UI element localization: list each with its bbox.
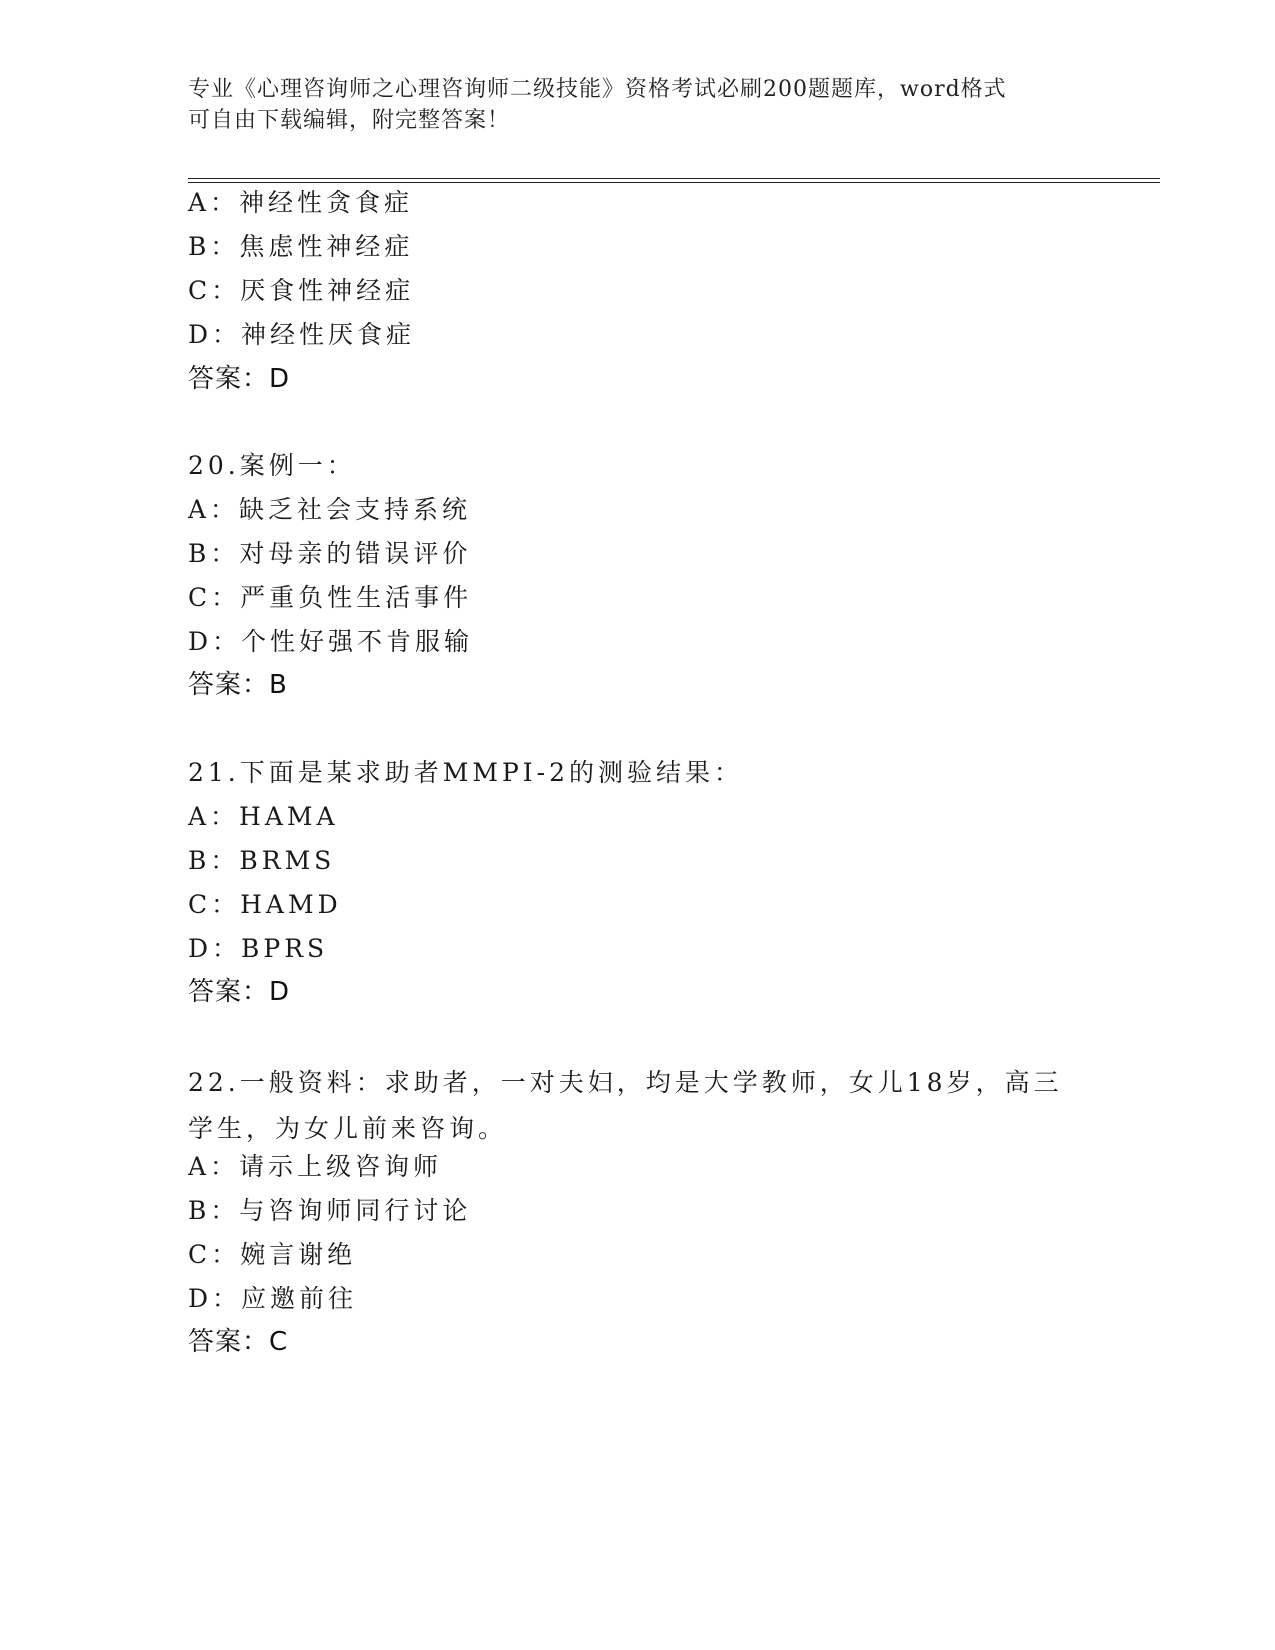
q21-option-c: C：HAMD <box>188 890 342 919</box>
q20-option-b: B：对母亲的错误评价 <box>188 539 472 568</box>
q22-option-c: C：婉言谢绝 <box>188 1240 357 1269</box>
q22-option-a: A：请示上级咨询师 <box>188 1152 443 1181</box>
document-header <box>188 74 1088 136</box>
q20-option-c: C：严重负性生活事件 <box>188 583 473 612</box>
header-divider <box>188 178 1160 183</box>
q19-option-a: A：神经性贪食症 <box>188 188 414 217</box>
q21-option-a: A：HAMA <box>188 802 339 831</box>
q22-stem: 22.一般资料：求助者，一对夫妇，均是大学教师，女儿18岁，高三学生，为女儿前来咨询。 <box>188 1068 1063 1143</box>
q20-option-a: A：缺乏社会支持系统 <box>188 495 472 524</box>
q22-option-d: D：应邀前往 <box>188 1284 358 1313</box>
header-title-line-1: 专业《心理咨询师之心理咨询师二级技能》资格考试必刷200题题库，word格式 <box>188 77 1007 102</box>
q19-answer: 答案：D <box>188 364 291 394</box>
q20-option-d: D：个性好强不肯服输 <box>188 627 474 656</box>
q21-answer: 答案：D <box>188 977 291 1007</box>
header-title-line-2: 可自由下载编辑，附完整答案！ <box>188 108 511 133</box>
q19-option-d: D：神经性厌食症 <box>188 320 416 349</box>
q22-answer: 答案：C <box>188 1327 289 1357</box>
q20-stem: 20.案例一： <box>188 451 356 480</box>
q20-answer: 答案：B <box>188 670 288 700</box>
q22-option-b: B：与咨询师同行讨论 <box>188 1196 472 1225</box>
q19-option-c: C：厌食性神经症 <box>188 276 415 305</box>
q21-stem: 21.下面是某求助者MMPI-2的测验结果： <box>188 758 744 787</box>
q21-option-b: B：BRMS <box>188 846 336 875</box>
q21-option-d: D：BPRS <box>188 934 329 963</box>
q19-option-b: B：焦虑性神经症 <box>188 232 414 261</box>
